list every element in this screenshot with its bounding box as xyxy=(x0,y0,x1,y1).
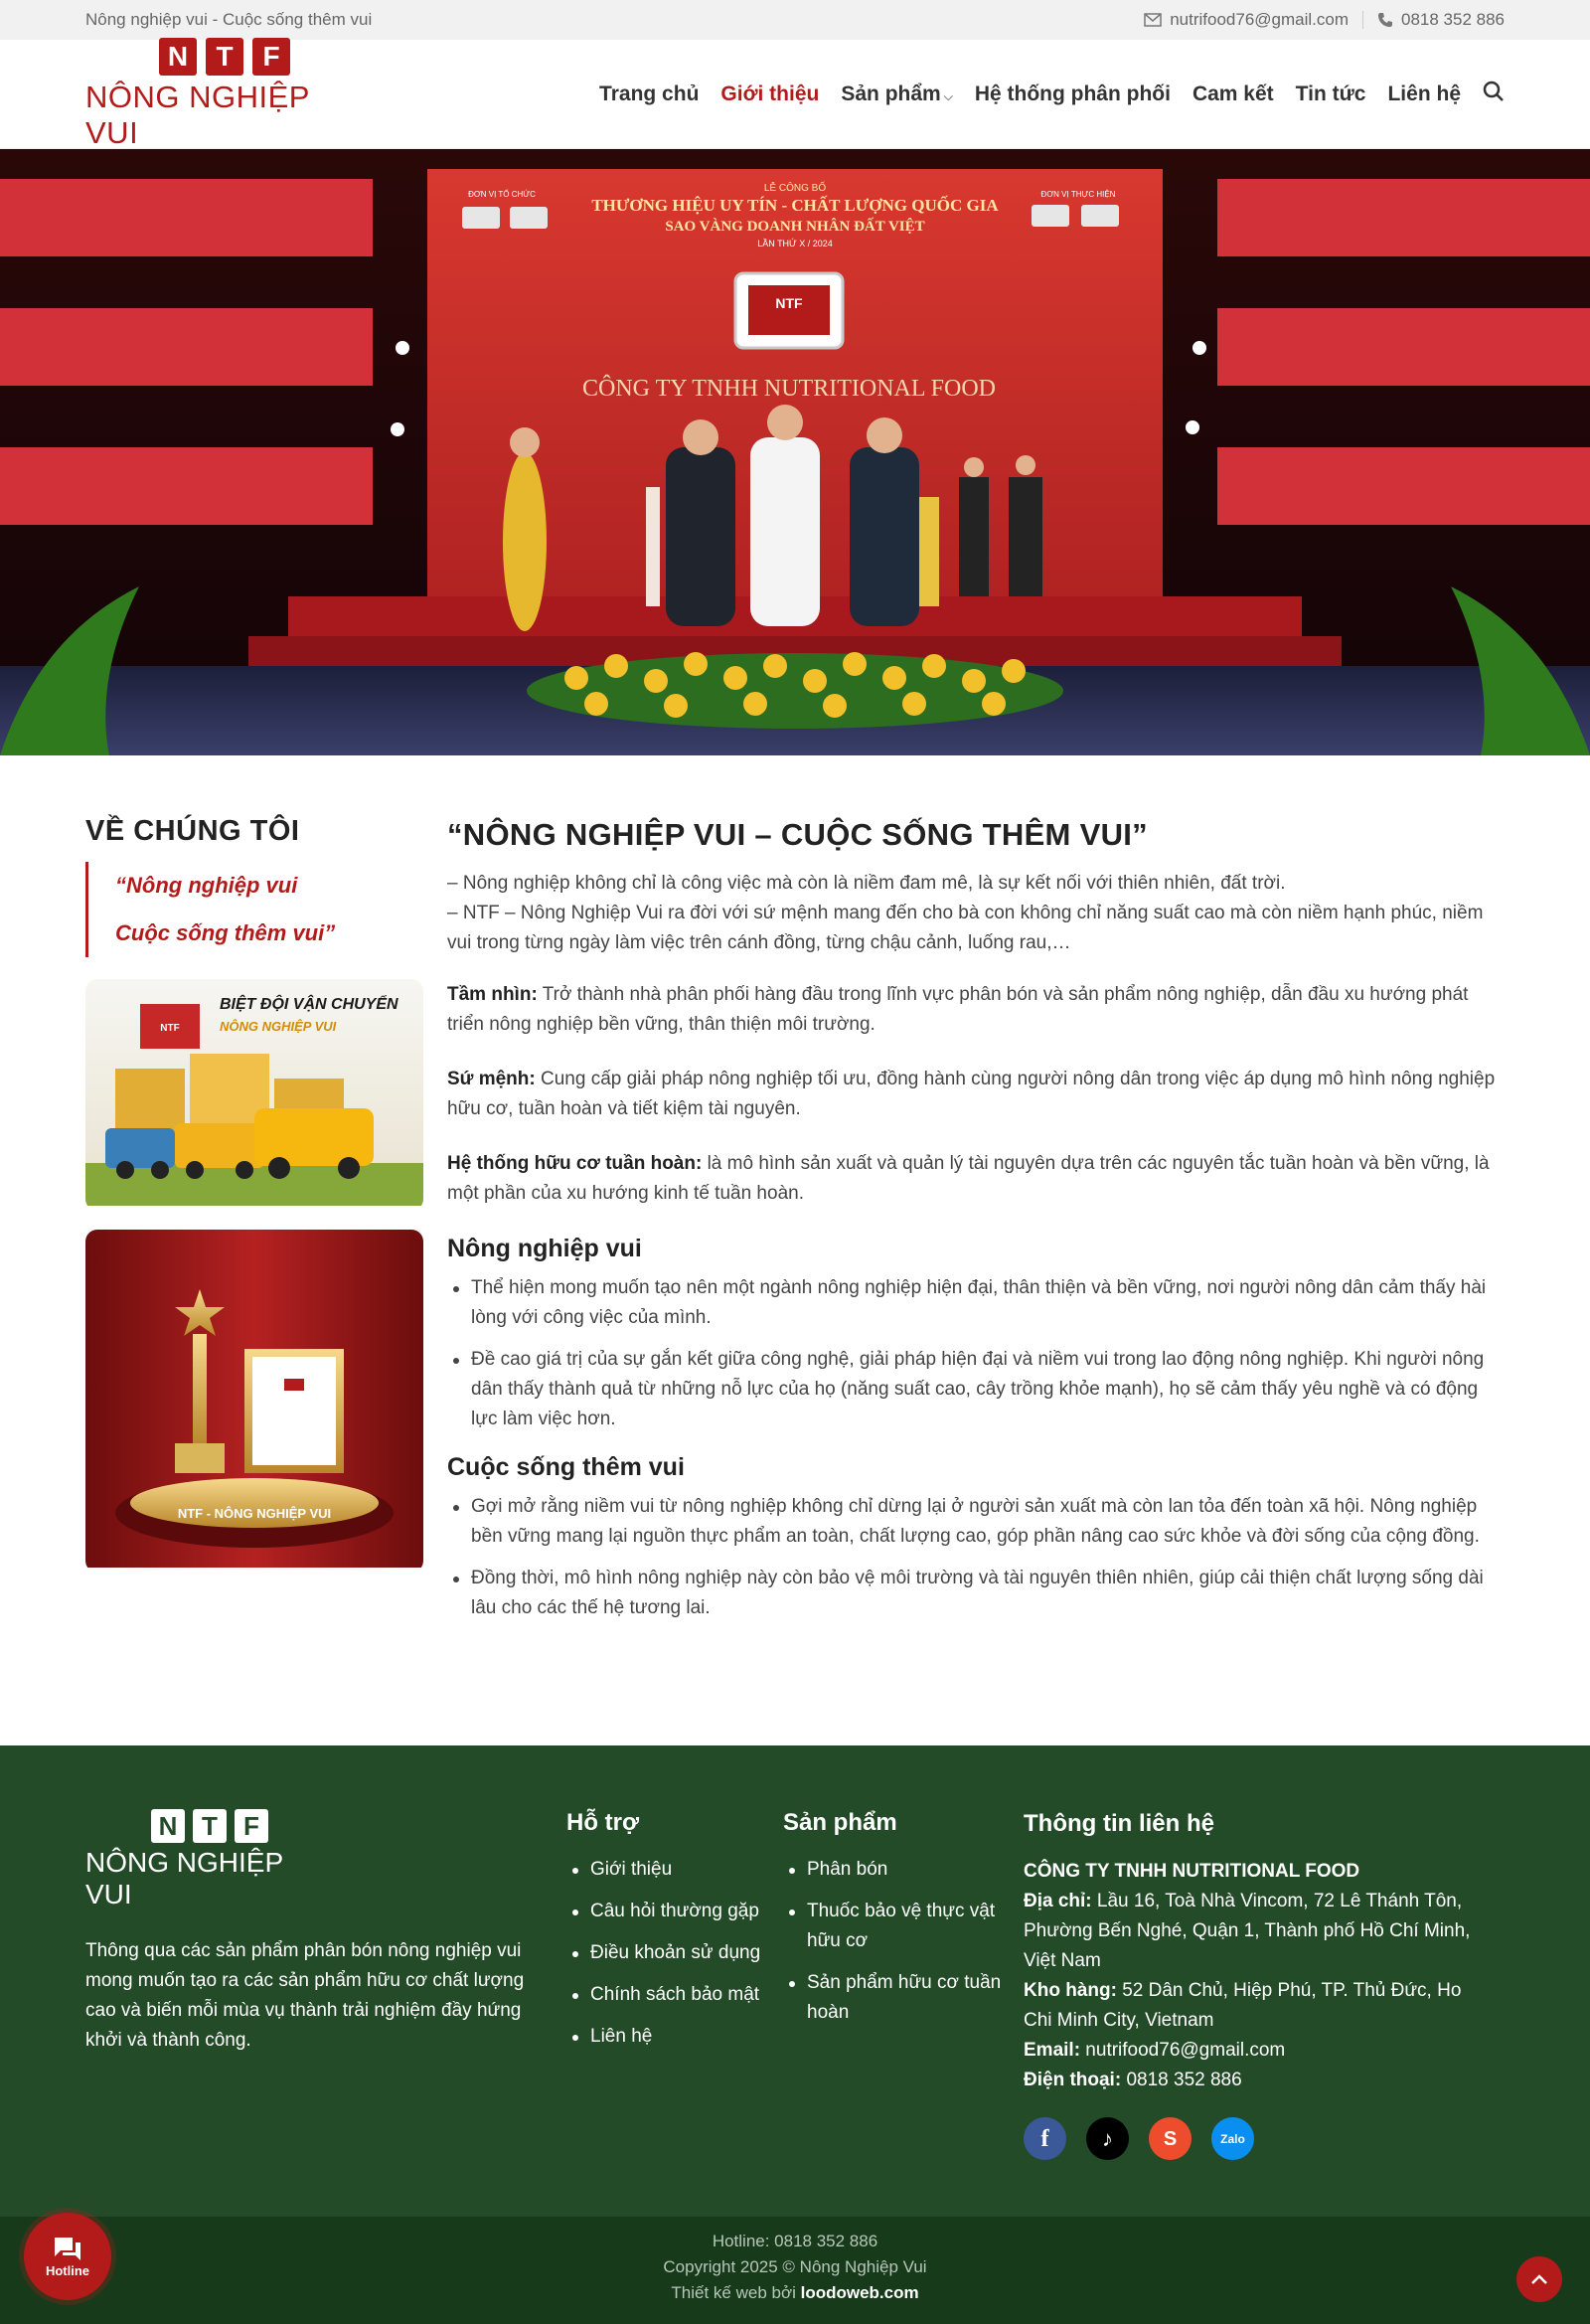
logo-letter-n: N xyxy=(159,38,197,76)
bottom-copyright: Copyright 2025 © Nông Nghiệp Vui xyxy=(663,2257,927,2276)
footer-products xyxy=(783,1809,1024,2217)
topbar-email: nutrifood76@gmail.com xyxy=(1170,10,1349,29)
hero-banner-left: ĐƠN VỊ TỔ CHỨC xyxy=(468,190,536,199)
nav-item-products[interactable] xyxy=(841,83,952,106)
heading-cuoc-song-them-vui: Cuộc sống thêm vui xyxy=(447,1453,685,1481)
phone-label: Điện thoại: xyxy=(1024,2070,1122,2090)
topbar-phone: 0818 352 886 xyxy=(1401,10,1505,29)
hero-illustration xyxy=(0,149,1590,755)
hero-banner-top: LỄ CÔNG BỐ xyxy=(763,183,827,194)
logo-letter-f: F xyxy=(252,38,290,76)
footer-logo-letters xyxy=(151,1809,268,1843)
search-icon xyxy=(1483,81,1505,102)
mission-text: Cung cấp giải pháp nông nghiệp tối ưu, đồng hành cùng người nông dân trong việc áp dụng mô hình nông nghiệp hữu cơ, tuần hoàn và tiết kiệm tài nguyên. xyxy=(447,1069,1496,1119)
hero-banner-line3: LẦN THỨ X / 2024 xyxy=(757,239,833,249)
nav-item-distribution[interactable]: Hệ thống phân phối xyxy=(974,82,1171,105)
logo-name: NÔNG NGHIỆP VUI xyxy=(85,79,310,150)
site-logo[interactable] xyxy=(85,38,364,151)
footer-about-text: Thông qua các sản phẩm phân bón nông nghiệp vui mong muốn tạo ra các sản phẩm hữu cơ chất lượng cao và biến mỗi mùa vụ thành trải nghiệm đầy hứng khởi và thành công. xyxy=(85,1940,525,2051)
nav-item-home[interactable]: Trang chủ xyxy=(599,82,700,105)
hero-company: CÔNG TY TNHH NUTRITIONAL FOOD xyxy=(582,376,996,402)
sidebar xyxy=(85,815,423,1641)
vision-label: Tầm nhìn: xyxy=(447,984,538,1005)
footer-logo[interactable] xyxy=(85,1809,334,1910)
cuoc-song-them-vui-list xyxy=(447,1492,1505,1623)
warehouse-label: Kho hàng: xyxy=(1024,1980,1117,2001)
nav-item-about[interactable]: Giới thiệu xyxy=(720,82,820,105)
intro-line-1: – Nông nghiệp không chỉ là công việc mà còn là niềm đam mê, là sự kết nối với thiên nhiên, đất trời. xyxy=(447,873,1286,894)
page-title: “NÔNG NGHIỆP VUI – CUỘC SỐNG THÊM VUI” xyxy=(447,817,1148,852)
sidebar-title: VỀ CHÚNG TÔI xyxy=(85,815,300,847)
zalo-icon[interactable]: Zalo xyxy=(1211,2117,1254,2160)
system-text: là mô hình sản xuất và quản lý tài nguyên dựa trên các nguyên tắc tuần hoàn và bền vững, là một phần của xu hướng kinh tế tuần hoàn. xyxy=(447,1153,1490,1204)
system-label: Hệ thống hữu cơ tuần hoàn: xyxy=(447,1153,703,1174)
nav-item-news[interactable]: Tin tức xyxy=(1295,82,1366,105)
footer-link-faq[interactable]: Câu hỏi thường gặp xyxy=(590,1901,759,1921)
footer-warehouse xyxy=(1024,1976,1491,2036)
system-paragraph xyxy=(447,1149,1505,1209)
sidebar-slogan xyxy=(85,862,423,957)
site-tagline: Nông nghiệp vui - Cuộc sống thêm vui xyxy=(85,10,373,29)
list-item: Đề cao giá trị của sự gắn kết giữa công nghệ, giải pháp hiện đại và niềm vui trong lao động nông nghiệp. Khi người nông dân thấy thành quả từ những nỗ lực của họ (năng suất cao, cây trồng khỏe mạnh), họ sẽ cảm thấy yêu nghề và có động lực làm việc hơn. xyxy=(447,1345,1505,1434)
logo-letter-t: T xyxy=(206,38,243,76)
delivery-team-title-2: NÔNG NGHIỆP VUI xyxy=(220,1019,337,1034)
hotline-button[interactable] xyxy=(24,2213,111,2300)
footer-logo-name: NÔNG NGHIỆP VUI xyxy=(85,1847,283,1909)
credit-prefix: Thiết kế web bởi xyxy=(671,2283,801,2302)
footer-address xyxy=(1024,1887,1491,1976)
intro-line-2: – NTF – Nông Nghiệp Vui ra đời với sứ mệnh mang đến cho bà con không chỉ năng suất cao mà còn niềm hạnh phúc, niềm vui trong từng ngày làm việc trên cánh đồng, từng chậu cảnh, luống rau,… xyxy=(447,903,1484,953)
header xyxy=(0,40,1590,149)
slogan-line-1: “Nông nghiệp vui xyxy=(115,873,298,898)
footer-link-organic-pesticide[interactable]: Thuốc bảo vệ thực vật hữu cơ xyxy=(807,1901,996,1951)
footer-about xyxy=(85,1809,543,2217)
top-bar xyxy=(0,0,1590,40)
address-text: Lầu 16, Toà Nhà Vincom, 72 Lê Thánh Tôn, Phường Bến Nghé, Quận 1, Thành phố Hồ Chí Minh, Việt Nam xyxy=(1024,1891,1471,1971)
footer-logo-letter-t: T xyxy=(193,1809,227,1843)
svg-text:NTF: NTF xyxy=(160,1023,180,1034)
address-label: Địa chỉ: xyxy=(1024,1891,1092,1911)
social-links xyxy=(1024,2117,1491,2160)
intro-paragraph xyxy=(447,869,1505,958)
svg-text:NTF: NTF xyxy=(775,295,803,311)
nav-item-commitment[interactable]: Cam kết xyxy=(1192,82,1274,105)
logo-letters xyxy=(159,38,290,76)
delivery-team-title-1: BIỆT ĐỘI VẬN CHUYỂN xyxy=(220,996,398,1013)
mail-icon xyxy=(1144,13,1162,27)
vision-text: Trở thành nhà phân phối hàng đầu trong lĩnh vực phân bón và sản phẩm nông nghiệp, dẫn đầu xu hướng phát triển nông nghiệp bền vững, thân thiện môi trường. xyxy=(447,984,1469,1035)
footer-support xyxy=(566,1809,783,2217)
award-trophy-image xyxy=(85,1230,423,1573)
topbar-phone-link[interactable] xyxy=(1377,10,1505,30)
nong-nghiep-vui-list xyxy=(447,1273,1505,1434)
mission-paragraph xyxy=(447,1065,1505,1124)
list-item: Đồng thời, mô hình nông nghiệp này còn bảo vệ môi trường và tài nguyên thiên nhiên, giúp cải thiện chất lượng sống dài lâu cho các thế hệ tương lai. xyxy=(447,1564,1505,1623)
footer-email-link[interactable]: nutrifood76@gmail.com xyxy=(1080,2040,1286,2061)
topbar-divider xyxy=(1362,11,1363,29)
nav-item-contact[interactable]: Liên hệ xyxy=(1387,82,1461,105)
footer-link-contact[interactable]: Liên hệ xyxy=(590,2026,653,2047)
phone-icon xyxy=(1377,12,1393,28)
about-content xyxy=(447,815,1505,1641)
chevron-up-icon xyxy=(1531,2274,1547,2284)
vision-paragraph xyxy=(447,980,1505,1040)
credit-link[interactable]: loodoweb.com xyxy=(800,2283,919,2302)
footer-products-title: Sản phẩm xyxy=(783,1809,897,1836)
footer-link-terms[interactable]: Điều khoản sử dụng xyxy=(590,1942,761,1963)
footer-logo-letter-n: N xyxy=(151,1809,185,1843)
hero-banner-line1: THƯƠNG HIỆU UY TÍN - CHẤT LƯỢNG QUỐC GIA xyxy=(591,196,999,215)
bottom-bar xyxy=(0,2217,1590,2324)
footer-link-fertilizer[interactable]: Phân bón xyxy=(807,1859,888,1880)
chevron-down-icon: ⌵ xyxy=(943,88,953,103)
hero-banner-image xyxy=(0,149,1590,755)
list-item: Thể hiện mong muốn tạo nên một ngành nông nghiệp hiện đại, thân thiện và bền vững, nơi người nông dân cảm thấy hài lòng với công việc của mình. xyxy=(447,1273,1505,1333)
footer-contact xyxy=(1024,1809,1491,2217)
about-section xyxy=(0,815,1590,1641)
hotline-label: Hotline xyxy=(45,2262,90,2278)
footer-email xyxy=(1024,2036,1491,2066)
bottom-credit xyxy=(0,2280,1590,2306)
email-label: Email: xyxy=(1024,2040,1081,2061)
facebook-icon[interactable]: f xyxy=(1024,2117,1066,2160)
slogan-line-2: Cuộc sống thêm vui” xyxy=(115,920,336,945)
mission-label: Sứ mệnh: xyxy=(447,1069,536,1089)
warehouse-text: 52 Dân Chủ, Hiệp Phú, TP. Thủ Đức, Ho Chi Minh City, Vietnam xyxy=(1024,1980,1462,2031)
footer-logo-letter-f: F xyxy=(235,1809,268,1843)
tiktok-icon[interactable]: ♪ xyxy=(1086,2117,1129,2160)
footer-link-circular-products[interactable]: Sản phẩm hữu cơ tuần hoàn xyxy=(807,1972,1002,2023)
footer-contact-title: Thông tin liên hệ xyxy=(1024,1810,1214,1837)
award-caption: NTF - NÔNG NGHIỆP VUI xyxy=(177,1506,332,1521)
hero-banner-line2: SAO VÀNG DOANH NHÂN ĐẤT VIỆT xyxy=(665,219,925,235)
search-button[interactable] xyxy=(1483,81,1505,108)
footer-link-privacy[interactable]: Chính sách bảo mật xyxy=(590,1984,760,2005)
back-to-top-button[interactable] xyxy=(1516,2256,1562,2302)
main-nav xyxy=(599,81,1505,108)
shopee-icon[interactable]: S xyxy=(1149,2117,1192,2160)
footer-phone-link[interactable]: 0818 352 886 xyxy=(1121,2070,1242,2090)
footer-company: CÔNG TY TNHH NUTRITIONAL FOOD xyxy=(1024,1861,1360,1882)
list-item: Gợi mở rằng niềm vui từ nông nghiệp không chỉ dừng lại ở người sản xuất mà còn lan tỏa đến toàn xã hội. Nông nghiệp bền vững mang lại nguồn thực phẩm an toàn, chất lượng cao, góp phần nâng cao sức khỏe và đời sống của cộng đồng. xyxy=(447,1492,1505,1552)
chat-icon xyxy=(53,2236,82,2263)
footer-support-title: Hỗ trợ xyxy=(566,1809,640,1836)
delivery-team-image xyxy=(85,979,423,1211)
footer-phone xyxy=(1024,2066,1491,2095)
heading-nong-nghiep-vui: Nông nghiệp vui xyxy=(447,1235,642,1262)
nav-item-products-label: Sản phẩm xyxy=(841,82,941,105)
footer xyxy=(0,1745,1590,2217)
footer-link-about[interactable]: Giới thiệu xyxy=(590,1859,673,1880)
hero-banner-right: ĐƠN VỊ THỰC HIỆN xyxy=(1040,190,1116,199)
topbar-email-link[interactable] xyxy=(1144,10,1349,30)
bottom-hotline: Hotline: 0818 352 886 xyxy=(712,2232,878,2250)
